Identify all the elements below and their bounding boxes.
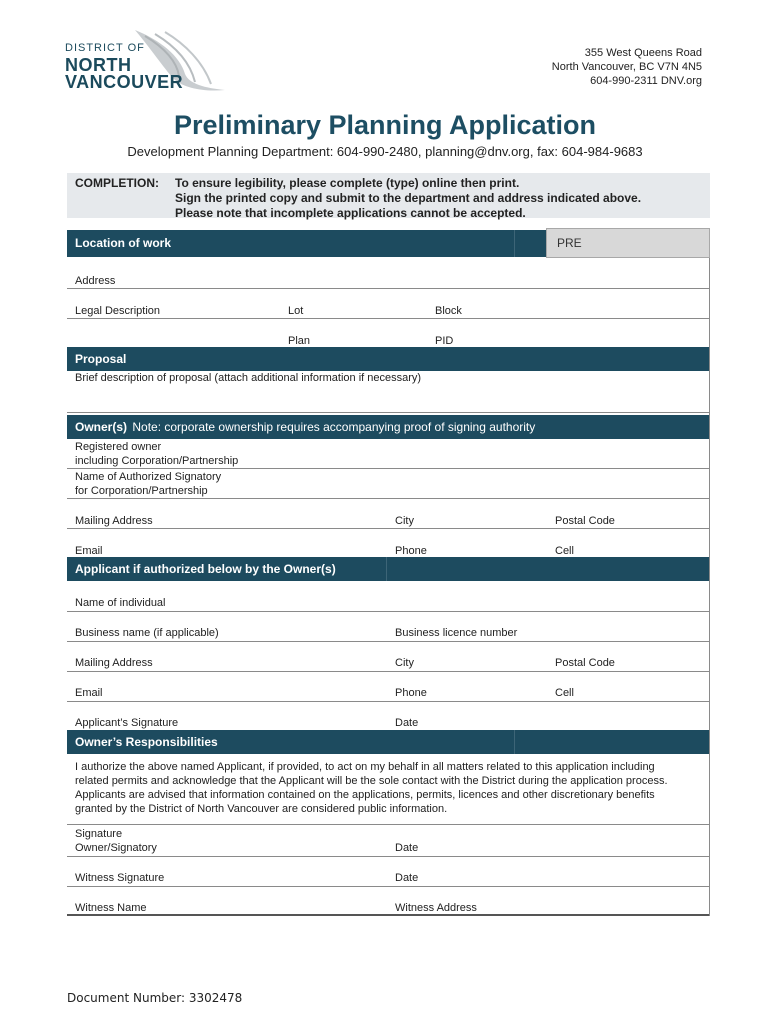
business-line — [67, 641, 710, 642]
page-title: Preliminary Planning Application — [173, 110, 597, 140]
completion-line-3: Please note that incomplete applications cannot be accepted. — [175, 206, 526, 220]
owner-city-label: City — [395, 515, 414, 527]
owner-phone-label: Phone — [395, 545, 427, 557]
witness-name-label: Witness Name — [75, 902, 147, 914]
location-header-divider — [514, 230, 547, 257]
owner-cell-label: Cell — [555, 545, 574, 557]
business-licence-label: Business licence number — [395, 627, 518, 639]
owner-email-label: Email — [75, 545, 103, 557]
responsibilities-header-label: Owner’s Responsibilities — [75, 735, 218, 749]
applicant-mailing-label: Mailing Address — [75, 657, 153, 669]
proposal-description-label: Brief description of proposal (attach additional information if necessary) — [75, 372, 422, 384]
pre-label: PRE — [557, 236, 582, 250]
registered-owner-line — [67, 468, 710, 469]
applicant-header-label: Applicant if authorized below by the Owner(s) — [75, 562, 336, 576]
logo-north: NORTH — [65, 55, 132, 75]
responsibilities-header-divider — [514, 730, 515, 754]
completion-line-2: Sign the printed copy and submit to the department and address indicated above. — [175, 191, 642, 205]
responsibilities-line-3: Applicants are advised that information contained on the applications, permits, licences and other discretionary benefits — [75, 789, 655, 801]
applicant-cell-label: Cell — [555, 687, 574, 699]
proposal-header-label: Proposal — [75, 352, 127, 366]
completion-label: COMPLETION: — [75, 176, 159, 190]
legal-description-label: Legal Description — [75, 305, 160, 317]
owners-header — [67, 415, 710, 439]
district-address — [552, 46, 702, 88]
completion-line-1: To ensure legibility, please complete (type) online then print. — [175, 176, 520, 190]
applicant-city-label: City — [395, 657, 414, 669]
owner-signatory-label: Owner/Signatory — [75, 842, 157, 854]
address-line — [67, 288, 710, 289]
block-label: Block — [435, 305, 462, 317]
applicant-signature-label: Applicant’s Signature — [75, 717, 179, 729]
address-line-1: 355 West Queens Road — [584, 47, 702, 59]
applicant-email-label: Email — [75, 687, 103, 699]
owner-mailing-label: Mailing Address — [75, 515, 153, 527]
owner-signature-date-label: Date — [395, 842, 419, 854]
responsibilities-line — [67, 824, 710, 825]
address-line-2: North Vancouver, BC V7N 4N5 — [551, 61, 702, 73]
document-number: Document Number: 3302478 — [67, 991, 243, 1005]
authorized-signatory-label: Name of Authorized Signatory — [75, 471, 222, 483]
applicant-postal-label: Postal Code — [555, 657, 615, 669]
proposal-header — [67, 347, 710, 371]
responsibilities-line-1: I authorize the above named Applicant, if provided, to act on my behalf in all matters related to this application including — [75, 761, 655, 773]
applicant-header-divider — [386, 557, 387, 581]
form-right-border — [709, 258, 710, 916]
applicant-name-label: Name of individual — [75, 597, 166, 609]
address-label: Address — [75, 275, 116, 287]
page-subtitle: Development Planning Department: 604-990-2480, planning@dnv.org, fax: 604-984-9683 — [127, 144, 643, 159]
form-bottom-line — [67, 914, 710, 916]
legal-line — [67, 318, 710, 319]
owner-signature-line — [67, 856, 710, 857]
applicant-date-label: Date — [395, 717, 419, 729]
applicant-mailing-line — [67, 671, 710, 672]
witness-signature-label: Witness Signature — [75, 872, 165, 884]
lot-label: Lot — [288, 305, 304, 317]
owner-mailing-line — [67, 528, 710, 529]
responsibilities-text — [75, 760, 700, 816]
address-line-3: 604-990-2311 DNV.org — [590, 75, 702, 87]
owners-header-label: Owner(s) — [75, 420, 128, 434]
applicant-header — [67, 557, 710, 581]
applicant-email-line — [67, 701, 710, 702]
authorized-signatory-sublabel: for Corporation/Partnership — [75, 485, 208, 497]
applicant-phone-label: Phone — [395, 687, 427, 699]
witness-signature-line — [67, 886, 710, 887]
authorized-signatory-line — [67, 498, 710, 499]
logo-district-of: DISTRICT OF — [65, 42, 145, 54]
plan-label: Plan — [288, 335, 311, 347]
witness-address-label: Witness Address — [395, 902, 477, 914]
applicant-name-line — [67, 611, 710, 612]
business-name-label: Business name (if applicable) — [75, 627, 219, 639]
witness-date-label: Date — [395, 872, 419, 884]
owner-signature-label: Signature — [75, 828, 123, 840]
pid-label: PID — [435, 335, 454, 347]
registered-owner-sublabel: including Corporation/Partnership — [75, 455, 239, 467]
owners-header-note: Note: corporate ownership requires accompanying proof of signing authority — [132, 420, 536, 434]
completion-instructions — [175, 176, 641, 221]
proposal-line — [67, 412, 710, 413]
location-header-label: Location of work — [75, 236, 171, 250]
responsibilities-line-2: related permits and acknowledge that the Applicant will be the sole contact with the District during the application process. — [75, 775, 668, 787]
responsibilities-header — [67, 730, 710, 754]
registered-owner-label: Registered owner — [75, 441, 162, 453]
responsibilities-line-4: granted by the District of North Vancouver are considered public information. — [75, 803, 448, 815]
logo-vancouver: VANCOUVER — [65, 72, 184, 92]
owner-postal-label: Postal Code — [555, 515, 615, 527]
pre-number-field[interactable] — [546, 228, 710, 258]
